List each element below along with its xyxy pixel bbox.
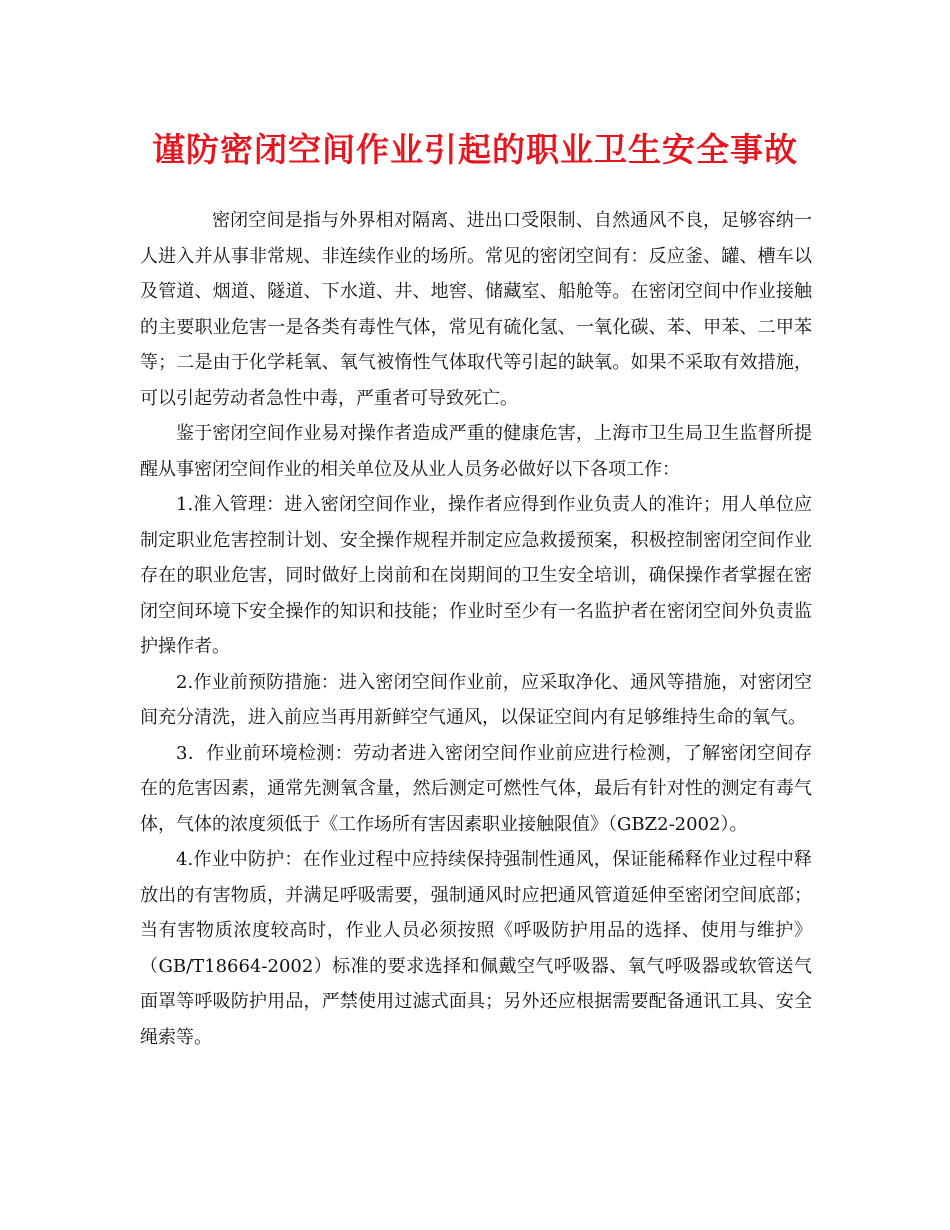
paragraph-item-1: 1.准入管理：进入密闭空间作业，操作者应得到作业负责人的准许；用人单位应制定职业危害控制计划、安全操作规程并制定应急救援预案，积极控制密闭空间作业存在的职业危害，同时做好上岗前和在岗期间的卫生安全培训，确保操作者掌握在密闭空间环境下安全操作的知识和技能；作业时至少有一名监护者在密闭空间外负责监护操作者。 xyxy=(140,494,812,657)
document-body xyxy=(140,203,812,1055)
paragraph-intro: 密闭空间是指与外界相对隔离、进出口受限制、自然通风不良，足够容纳一人进入并从事非常规、非连续作业的场所。常见的密闭空间有：反应釜、罐、槽车以及管道、烟道、隧道、下水道、井、地窖、储藏室、船舱等。在密闭空间中作业接触的主要职业危害一是各类有毒性气体，常见有硫化氢、一氧化碳、苯、甲苯、二甲苯等；二是由于化学耗氧、氧气被惰性气体取代等引起的缺氧。如果不采取有效措施，可以引起劳动者急性中毒，严重者可导致死亡。 xyxy=(140,210,812,409)
paragraph-item-4: 4.作业中防护：在作业过程中应持续保持强制性通风，保证能稀释作业过程中释放出的有害物质，并满足呼吸需要，强制通风时应把通风管道延伸至密闭空间底部；当有害物质浓度较高时，作业人员必须按照《呼吸防护用品的选择、使用与维护》（GB/T18664-2002）标准的要求选择和佩戴空气呼吸器、氧气呼吸器或软管送气面罩等呼吸防护用品，严禁使用过滤式面具；另外还应根据需要配备通讯工具、安全绳索等。 xyxy=(140,849,812,1048)
paragraph-reminder: 鉴于密闭空间作业易对操作者造成严重的健康危害，上海市卫生局卫生监督所提醒从事密闭空间作业的相关单位及从业人员务必做好以下各项工作： xyxy=(140,423,812,480)
paragraph-item-2: 2.作业前预防措施：进入密闭空间作业前，应采取净化、通风等措施，对密闭空间充分清洗，进入前应当再用新鲜空气通风，以保证空间内有足够维持生命的氧气。 xyxy=(140,671,812,728)
document-title: 谨防密闭空间作业引起的职业卫生安全事故 xyxy=(152,130,798,169)
paragraph-item-3: 3．作业前环境检测：劳动者进入密闭空间作业前应进行检测，了解密闭空间存在的危害因素，通常先测氧含量，然后测定可燃性气体，最后有针对性的测定有毒气体，气体的浓度须低于《工作场所有害因素职业接触限值》（GBZ2-2002）。 xyxy=(140,742,812,835)
